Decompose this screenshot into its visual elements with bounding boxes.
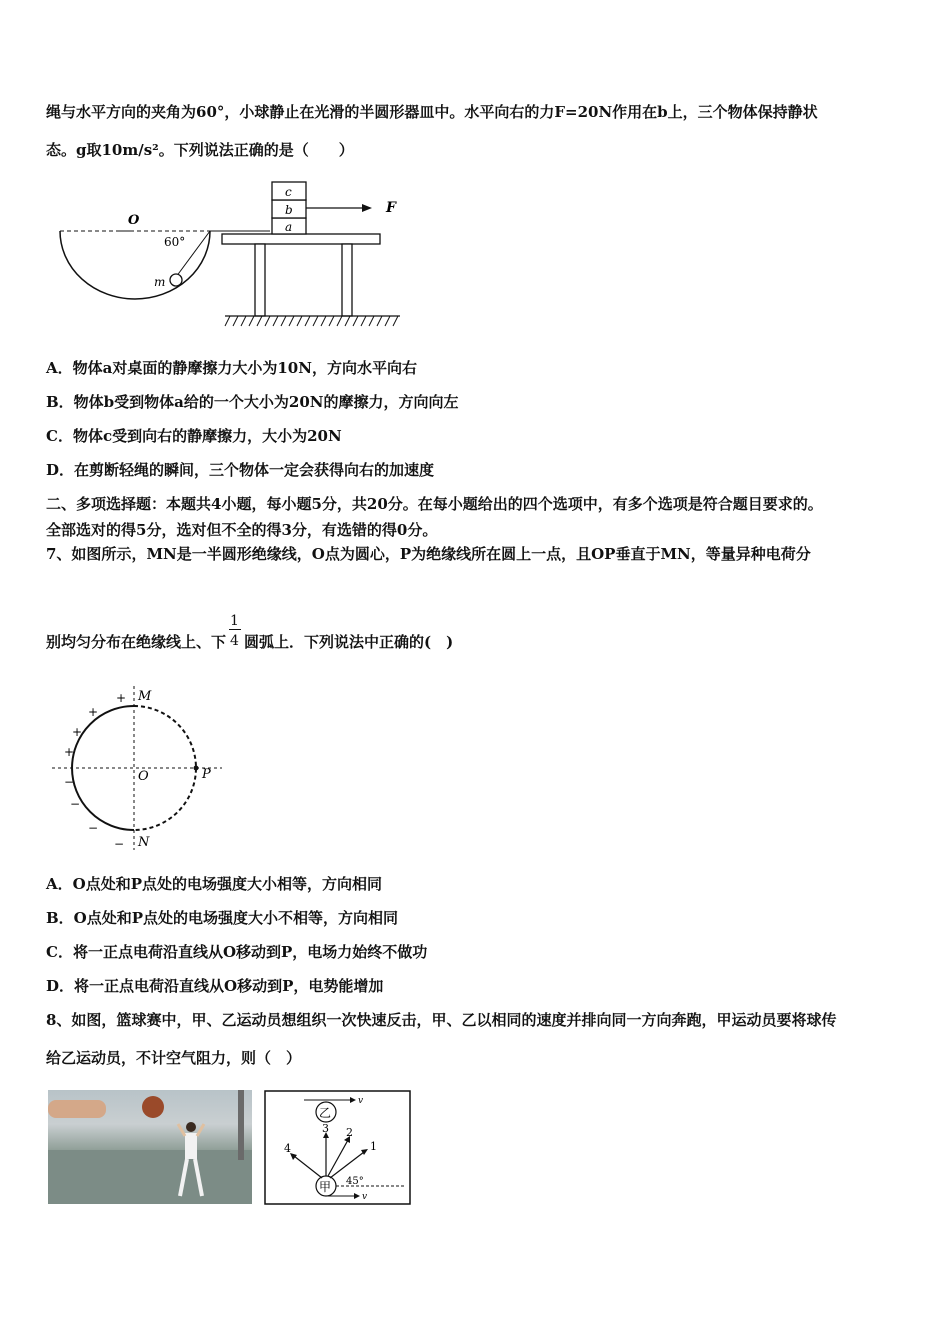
svg-text:45°: 45°	[346, 1176, 364, 1187]
label-o: O	[128, 213, 140, 228]
q6-figure	[50, 176, 410, 336]
table-leg-right	[342, 244, 352, 316]
q7-figure	[46, 684, 236, 854]
label-c: c	[285, 185, 292, 199]
label-f: F	[386, 200, 396, 216]
q6-option-d: D．在剪断轻绳的瞬间，三个物体一定会获得向右的加速度	[46, 461, 435, 479]
table-top	[222, 234, 380, 244]
q6-option-a: A．物体a对桌面的静摩擦力大小为10N，方向水平向右	[46, 359, 417, 377]
section2-line1: 二、多项选择题：本题共4小题，每小题5分，共20分。在每小题给出的四个选项中，有多个选项是符合题目要求的。	[46, 495, 823, 513]
label-b: b	[285, 203, 293, 217]
q6-option-c: C．物体c受到向右的静摩擦力，大小为20N	[46, 427, 342, 445]
svg-text:+: +	[64, 745, 75, 759]
svg-text:+: +	[88, 705, 99, 719]
svg-text:+: +	[116, 691, 127, 705]
q7-stem-line1: 7、如图所示，MN是一半圆形绝缘线，O点为圆心，P为绝缘线所在圆上一点，且OP垂直于MN，等量异种电荷分	[46, 545, 811, 563]
label-a: a	[285, 220, 293, 234]
label-o: O	[138, 769, 149, 784]
svg-text:−: −	[70, 797, 81, 811]
svg-text:−: −	[88, 821, 99, 835]
svg-text:−: −	[64, 775, 75, 789]
svg-text:2: 2	[346, 1126, 353, 1139]
basketball-photo	[48, 1090, 252, 1204]
q6-option-b: B．物体b受到物体a给的一个大小为20N的摩擦力，方向向左	[46, 393, 459, 411]
q7-stem-part-a: 别均匀分布在绝缘线上、下	[46, 633, 227, 651]
svg-text:甲: 甲	[319, 1180, 332, 1194]
label-p: P	[202, 767, 211, 782]
q7-option-a: A．O点处和P点处的电场强度大小相等，方向相同	[46, 875, 382, 893]
ball-m	[170, 274, 182, 286]
svg-text:乙: 乙	[319, 1106, 332, 1120]
label-m: m	[154, 275, 166, 289]
fraction-one-quarter: $\frac{1}{4}$	[228, 633, 242, 653]
label-n: N	[138, 835, 150, 850]
q7-stem-line2	[46, 613, 454, 653]
svg-text:1: 1	[370, 1140, 377, 1153]
svg-text:v: v	[362, 1192, 368, 1202]
q8-stem-line2: 给乙运动员，不计空气阻力，则（ ）	[46, 1049, 302, 1067]
q7-option-d: D．将一正点电荷沿直线从O移动到P，电势能增加	[46, 977, 384, 995]
point-p	[194, 766, 199, 771]
basketball-icon	[142, 1096, 164, 1118]
q7-stem-part-b: 圆弧上．下列说法中正确的( )	[244, 633, 454, 651]
section2-line2: 全部选对的得5分，选对但不全的得3分，有选错的得0分。	[46, 521, 438, 539]
label-angle: 60°	[164, 235, 186, 249]
svg-text:4: 4	[284, 1142, 291, 1155]
label-m: M	[138, 689, 152, 704]
hemisphere-bowl	[60, 231, 210, 299]
table-leg-left	[255, 244, 265, 316]
svg-text:3: 3	[322, 1122, 329, 1135]
svg-text:v: v	[358, 1096, 364, 1106]
q8-stem-line1: 8、如图，篮球赛中，甲、乙运动员想组织一次快速反击，甲、乙以相同的速度并排向同一方向奔跑，甲运动员要将球传	[46, 1011, 837, 1029]
svg-text:−: −	[114, 837, 125, 851]
q8-diagram	[264, 1090, 412, 1206]
q7-option-b: B．O点处和P点处的电场强度大小不相等，方向相同	[46, 909, 399, 927]
q6-stem-line1: 绳与水平方向的夹角为60°，小球静止在光滑的半圆形器皿中。水平向右的力F=20N作用在b上，三个物体保持静状	[46, 103, 818, 121]
q7-option-c: C．将一正点电荷沿直线从O移动到P，电场力始终不做功	[46, 943, 428, 961]
svg-text:+: +	[72, 725, 83, 739]
q6-stem-line2: 态。g取10m/s²。下列说法正确的是（ ）	[46, 141, 354, 159]
